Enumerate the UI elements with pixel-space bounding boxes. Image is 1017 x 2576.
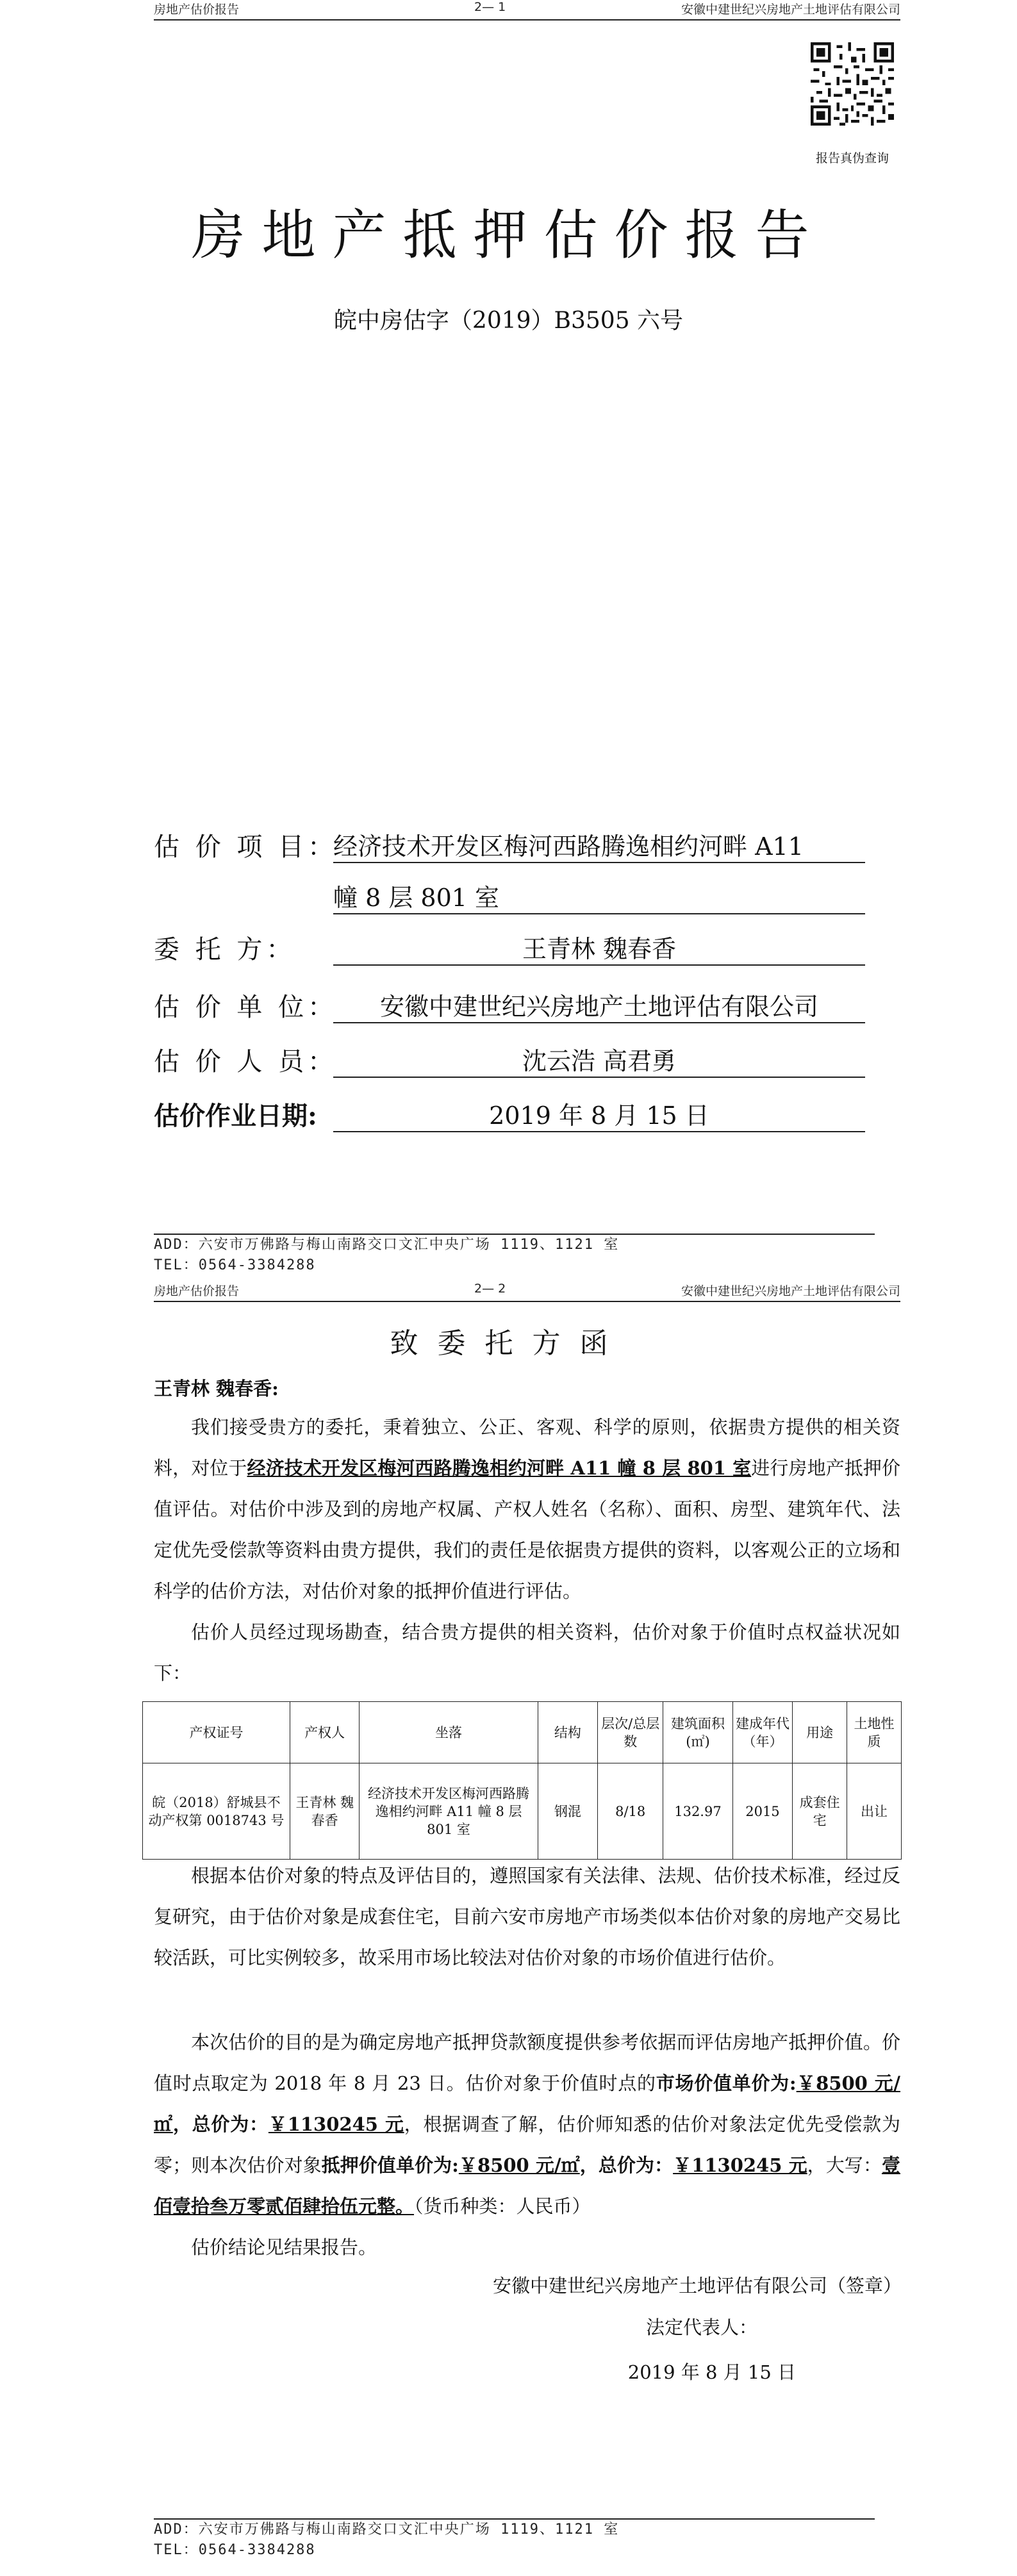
table-header: 建筑面积(㎡) [663,1702,733,1763]
date-label: 估价作业日期: [154,1101,317,1131]
page-number: 2— 2 [474,1282,506,1296]
page-number: 2— 1 [474,0,506,14]
letter-page [0,1282,1017,2576]
header-company: 安徽中建世纪兴房地产土地评估有限公司 [681,1284,900,1298]
table-cell: 成套住宅 [793,1763,847,1860]
project-line1: 经济技术开发区梅河西路腾逸相约河畔 A11 [333,827,865,863]
signature-date: 2019 年 8 月 15 日 [627,2361,796,2383]
paragraph-survey: 估价人员经过现场勘查，结合贵方提供的相关资料，估价对象于价值时点权益状况如下： [154,1621,900,1684]
paragraph-result: 本次估价的目的是为确定房地产抵押贷款额度提供参考依据而评估房地产抵押价值。价值时点取定为 2018 年 8 月 23 日。估价对象于价值时点的市场价值单价为:￥8500 元/㎡，总价为：￥1130245 元，根据调查了解，估价师知悉的估价对象法定优先受偿款为零；则本次估价对象抵押价值单价为:￥8500 元/㎡，总价为：￥1130245 元，大写：壹佰壹拾叁万零贰佰肆拾伍元整。（货币种类：人民币） [154,2031,900,2217]
property-table [142,1701,902,1860]
report-number: 皖中房估字（2019）B3505 六号 [333,308,684,334]
table-cell: 经济技术开发区梅河西路腾逸相约河畔 A11 幢 8 层 801 室 [360,1763,538,1860]
footer-address: ADD：六安市万佛路与梅山南路交口文汇中央广场 1119、1121 室 [154,1237,620,1253]
table-cell: 皖（2018）舒城县不动产权第 0018743 号 [143,1763,290,1860]
mortgage-unit-price: ￥8500 元/㎡ [458,2154,580,2176]
letter-title: 致委托方函 [390,1327,627,1360]
qr-code-icon[interactable] [811,42,894,126]
amount-in-words: 壹佰壹拾叁万零贰佰肆拾伍元整。 [154,2154,900,2217]
addressee: 王青林 魏春香: [154,1378,279,1399]
mortgage-total-price: ￥1130245 元 [673,2154,807,2176]
cover-page [0,0,1017,1282]
footer-phone: TEL：0564-3384288 [154,2542,316,2558]
table-cell: 8/18 [598,1763,663,1860]
report-title: 房地产抵押估价报告 [191,204,826,267]
table-row [143,1763,902,1860]
table-header: 层次/总层数 [598,1702,663,1763]
page-header [154,0,900,21]
table-cell: 出让 [847,1763,902,1860]
table-header: 结构 [538,1702,597,1763]
table-header: 坐落 [360,1702,538,1763]
paragraph-method: 根据本估价对象的特点及评估目的，遵照国家有关法律、法规、估价技术标准，经过反复研究，由于估价对象是成套住宅，目前六安市房地产市场类似本估价对象的房地产交易比较活跃，可比实例较多，故采用市场比较法对估价对象的市场价值进行估价。 [154,1865,900,1969]
footer-phone: TEL：0564-3384288 [154,1257,316,1273]
appraiser-label: 估 价 人 员： [154,1047,338,1077]
table-cell: 王青林 魏春香 [290,1763,360,1860]
table-header: 建成年代（年） [732,1702,792,1763]
table-cell: 2015 [732,1763,792,1860]
header-company: 安徽中建世纪兴房地产土地评估有限公司 [681,3,900,17]
unit-value: 安徽中建世纪兴房地产土地评估有限公司 [333,987,865,1023]
market-total-price: ￥1130245 元 [268,2113,404,2135]
table-header: 土地性质 [847,1702,902,1763]
client-value: 王青林 魏春香 [333,929,865,966]
table-header: 产权人 [290,1702,360,1763]
table-header: 用途 [793,1702,847,1763]
page-footer [154,1234,875,1276]
qr-caption: 报告真伪查询 [815,151,889,165]
page-footer [154,2518,875,2561]
market-unit-price: ￥8500 元/㎡ [154,2072,900,2135]
client-label: 委 托 方： [154,935,296,964]
table-header: 产权证号 [143,1702,290,1763]
signature-representative: 法定代表人： [645,2316,757,2338]
project-line2: 幢 8 层 801 室 [333,878,865,914]
paragraph-intro: 我们接受贵方的委托，秉着独立、公正、客观、科学的原则，依据贵方提供的相关资料，对位于经济技术开发区梅河西路腾逸相约河畔 A11 幢 8 层 801 室进行房地产抵押价值评估。对估价中涉及到的房地产权属、产权人姓名（名称）、面积、房型、建筑年代、法定优先受偿款等资料由贵方提供，我们的责任是依据贵方提供的资料，以客观公正的立场和科学的估价方法，对估价对象的抵押价值进行评估。 [154,1416,900,1602]
table-cell: 钢混 [538,1763,597,1860]
unit-label: 估 价 单 位： [154,993,338,1022]
footer-address: ADD：六安市万佛路与梅山南路交口文汇中央广场 1119、1121 室 [154,2522,620,2538]
header-left: 房地产估价报告 [154,3,240,17]
project-label: 估 价 项 目： [154,832,338,862]
appraiser-value: 沈云浩 高君勇 [333,1041,865,1078]
date-value: 2019 年 8 月 15 日 [333,1096,865,1132]
page-header [154,1282,900,1302]
table-header-row [143,1702,902,1763]
header-left: 房地产估价报告 [154,1284,240,1298]
table-cell: 132.97 [663,1763,733,1860]
signature-company: 安徽中建世纪兴房地产土地评估有限公司（签章） [492,2275,902,2297]
property-address: 经济技术开发区梅河西路腾逸相约河畔 A11 幢 8 层 801 室 [247,1457,752,1479]
paragraph-conclusion: 估价结论见结果报告。 [191,2236,377,2258]
